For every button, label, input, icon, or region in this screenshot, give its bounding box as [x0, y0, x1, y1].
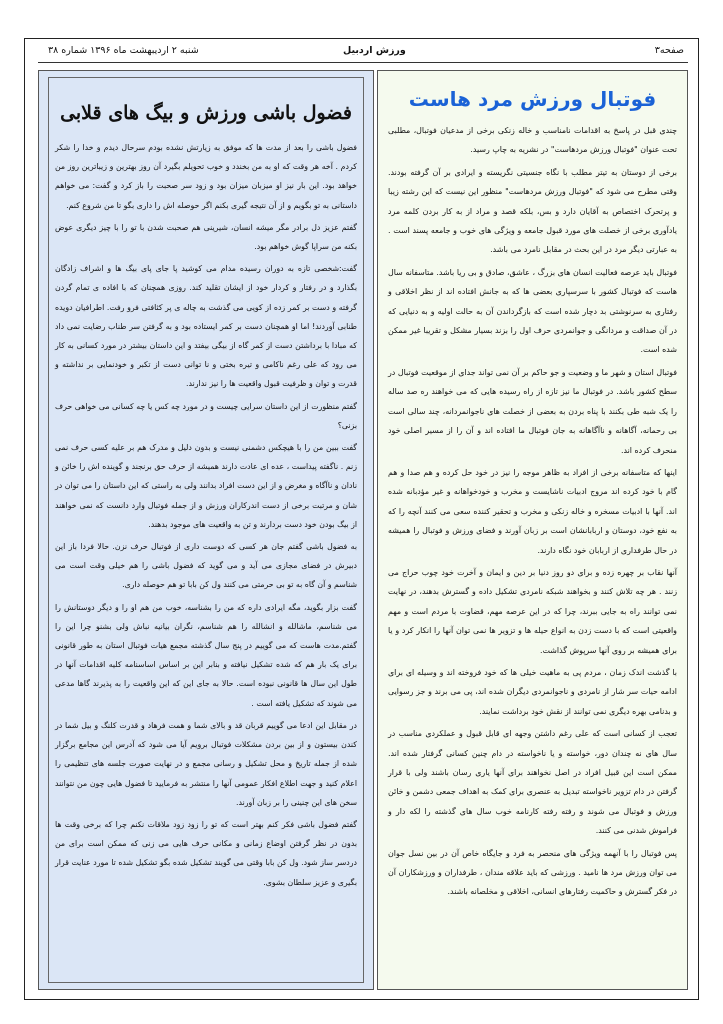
page-number: صفحه۳ — [654, 45, 684, 56]
article-paragraph: گفتم عزیز دل برادر مگر میشه انسان، شیرینی هم صحبت شدن با تو را با چیز دیگری عوض بکنه من سراپا گوش خواهم بود. — [55, 222, 357, 252]
article-paragraph: گفتم فضول باشی فکر کنم بهتر است که تو را زود زود ملاقات نکنم چرا که برخی وقت ها بدون در نظر گرفتن اوضاع زمانی و مکانی حرف هایی می زنی که ممکن است برای من دردسر ساز شود. ول کن بابا وقتی می گویند تشکیل شده بگو تشکیل شده تا مورد عنایت قرار بگیری و عزیز سلطان بشوی. — [55, 819, 357, 887]
article-paragraph: گفتم منظورت از این داستان سرایی چیست و در مورد چه کس یا چه کسانی می خواهی حرف بزنی؟ — [55, 401, 357, 430]
header-divider — [38, 62, 688, 63]
article-paragraph: در مقابل این ادعا می گوییم قربان قد و بالای شما و همت فرهاد و قدرت کلنگ و بیل شما در کندن بیستون و از بین بردن مشکلات فوتبال برویم آیا می شود که آدرس این مجامع برگزار شده از جمله تاریخ و محل تشکیل و رسانی مجمع و در نهایت صورت جلسه های تنظیمی را اعلام کنید و جهت اطلاع افکار عمومی آنها را منتشر به فرمایید تا فضول هایی چون من نتوانند سخن های این چنینی را بر زبان آورند. — [55, 720, 357, 807]
article-paragraph: پس فوتبال را با آنهمه ویژگی های منحصر به فرد و جایگاه خاص آن در بین نسل جوان می توان ورزش مرد ها نامید . ورزشی که باید علاقه مندان ، طرفداران و ورزشکاران آن در فکر گسترش و حاکمیت رفتارهای انسانی، اخلاقی و مخلصانه باشند. — [388, 848, 677, 897]
article-fozoul-body — [55, 138, 357, 892]
article-paragraph: به فضول باشی گفتم جان هر کسی که دوست داری از فوتبال حرف نزن. حالا فردا باز این دبیرش در فضای مجازی می آید و می گوید که فضول باشی را هم خیلی وقت است می شناسم و آن گاه به تو بی حرمتی می کنند ول کن بابا تو هم حوصله داری. — [55, 542, 357, 590]
article-paragraph: فوتبال باید عرصه فعالیت انسان های بزرگ ، عاشق، صادق و بی ریا باشد. متاسفانه سال هاست که فوتبال کشور با سرسپاری بعضی ها که به جانش افتاده اند از نظر اخلاقی و رفتاری به سرنوشتی بد دچار شده است که بازگرداندن آن به حالت اولیه و به دنیایی که در آن صداقت و مردانگی و جوانمردی حرف اول را بزند بسیار مشکل و تقریبا غیر ممکن شده است. — [388, 267, 677, 355]
article-paragraph: چندی قبل در پاسخ به اقدامات نامناسب و خاله زنکی برخی از مدعیان فوتبال، مطلبی تحت عنوان "فوتبال ورزش مردهاست" در نشریه به چاپ رسید. — [388, 126, 677, 155]
issue-date-number: شنبه ۲ اردیبهشت ماه ۱۳۹۶ شماره ۳۸ — [48, 45, 199, 56]
article-paragraph: اینها که متاسفانه برخی از افراد به ظاهر موجه را نیز در خود حل کرده و هم صدا و هم گام با خود کرده اند مروج ادبیات ناشایست و مخرب و خودخواهانه و غیر مؤدبانه شده اند. آنها با ادبیات مسخره و خاله زنکی و مخرب و تحقیر کننده سعی می کنند آنچه را که به نفع خود، دوستان و اربابانشان است بر زبان آورند و فضای ورزش و فوتبال را همیشه در حال طرفداری از اربابان خود نگاه دارند. — [388, 467, 677, 555]
article-paragraph: برخی از دوستان به تیتر مطلب با نگاه جنسیتی نگریسته و ایرادی بر آن گرفته بودند. وقتی مطرح می شود که "فوتبال ورزش مردهاست" منظور این نیست که این رشته زیبا و پرتحرک اختصاص به آقایان دارد و بس، بلکه قصد و مراد از به کار بردن کلمه مرد یادآوری برخی از خصلت های مورد قبول جامعه و ویژگی های خوب و جامعه پسند است . به عبارتی دیگر مرد در این بحث در مقابل نامرد می باشد. — [388, 167, 677, 255]
article-paragraph: گفت ببین من را با هیچکس دشمنی نیست و بدون دلیل و مدرک هم بر علیه کسی حرف نمی زنم . ناگفته پیداست ، عده ای عادت دارند همیشه از حرف حق برنجند و گوینده اش را خائن و نادان و ناآگاه و مغرض و از این دست افراد بدانند ولی به راستی که این داستان را می توان در شان و مرتبت برخی از دست اندرکاران ورزش و از جمله فوتبال وارد دانست که نمی خواهند از بیگ بودن خود دست بردارند و تن به واقعیت های موجود بدهند. — [55, 443, 357, 529]
article-paragraph: فوتبال استان و شهر ما و وضعیت و جو حاکم بر آن نمی تواند جدای از موقعیت فوتبال در سطح کشور باشد. در فوتبال ما نیز تازه از راه رسیده هایی که می خواهند ره صد ساله را یک شبه طی بکنند با پناه بردن به بعضی از خصلت های ناجوانمردانه، چند سالی است بی رحمانه، آگاهانه و ناآگاهانه به جان فوتبال ما افتاده اند و آن را از مسیر اصلی خود منحرف کرده اند. — [388, 367, 677, 455]
article-paragraph: تعجب از کسانی است که علی رغم داشتن وجهه ای قابل قبول و عملکردی مناسب در سال های نه چندان دور، خواسته و یا ناخواسته در دام چنین کسانی گرفتار شده اند. ممکن است این قبیل افراد در اصل نخواهند برای آنها یاری رسان باشند ولی با قرار گرفتن در دام تزویر ناخواسته تبدیل به عنصری برای کمک به اهداف جمعی دشمن و خائن ورزش و فوتبال می شوند و رفته رفته کارنامه خوب سال های گذشته را لکه دار و فراموش شدنی می کنند. — [388, 729, 677, 836]
article-paragraph: گفت بزار بگوید، مگه ایرادی داره که من را بشناسه، خوب من هم او را و دیگر دوستانش را می شناسم، ماشالله و انشالله را هم شناسم، نگران بیانیه نباش ولی بشنو چرا این را گفتم.مدت هاست که می گوییم در پنج سال گذشته مجمع هیات فوتبال استان به طور قانونی برای یک بار هم که شده تشکیل نیافته و بنابر این بر اساس اساسنامه کلیه اقدامات آنها در طول این سال ها قانونی نبوده است. حالا به جای این که این واقعیت را به پذیرند گاها مدعی می شوند که تشکیل یافته است . — [55, 602, 357, 708]
article-football-title: فوتبال ورزش مرد هاست — [408, 87, 657, 111]
article-paragraph: با گذشت اندک زمان ، مردم پی به ماهیت خیلی ها که خود فروخته اند و وسیله ای برای ادامه حیات سر شار از نامردی و ناجوانمردی دیگران شده اند، پی می برند و جز رسوایی و بدنامی بهره دیگری نمی توانند از نقش خود برداشت نمایند. — [388, 667, 677, 716]
article-paragraph: فضول باشی را بعد از مدت ها که موفق به زیارتش نشده بودم سرحال دیدم و خدا را شکر کردم . آخه هر وقت که او به من بخندد و خوب تحویلم بگیرد آن روز بهترین و زیباترین روز من خواهد بود. این بار نیز او میزبان میزان بود و زود سر صحبت را باز کرد و گفت: می خواهم داستانی به تو بگویم و از آن نتیجه گیری بکنم اگر حوصله اش را داری بگو تا من شروع کنم. — [55, 143, 357, 210]
article-fozoul-title: فضول باشی ورزش و بیگ های قلابی — [60, 102, 352, 124]
article-paragraph: آنها نقاب بر چهره زده و برای دو روز دنیا بر دین و ایمان و آخرت خود چوب حراج می زنند . هر چه تلاش کنند و بخواهند شبکه نامردی تشکیل داده و گسترش بدهند، در نهایت نمی توانند راه به جایی ببرند، چرا که در این عرصه مهم، قضاوت با مردم است و مهم واقعیتی است که با دست زدن به انواع حیله ها و تزویر ها نمی توان آنها را انکار کرد و یا برای همیشه بر روی آنها سرپوش گذاشت. — [388, 567, 677, 655]
article-football-column — [377, 70, 688, 990]
publication-name: ورزش اردبیل — [343, 45, 406, 56]
page-header — [38, 40, 688, 62]
article-football-body — [388, 121, 677, 902]
article-paragraph: گفت:شخصی تازه به دوران رسیده مدام می کوشید پا جای پای بیگ ها و اشراف زادگان بگذارد و در رفتار و کردار خود از ایشان تقلید کند. روزی همچنان که با افاده ی تمام گردن گرفته و دست بر کمر زده از کویی می گذشت به چاله ی پر کثافتی فرو رفت. اطرافیان دویده طنابی آوردند! اما او همچنان دست بر کمر ایستاده بود و به گرفتن سر طناب رضایت نمی داد که مبادا با برداشتن دست از کمر گاه از بیگی بیفتد و این داستان بیشتر در مورد کسانی به کار می رود که علی رغم ناکامی و تیره بختی و نا توانی دست از تکبر و خودنمایی بر نداشته و قدرت و توان و ظرفیت قبول واقعیت ها را نیز ندارند. — [55, 264, 357, 389]
article-fozoul-inner-frame — [48, 77, 364, 983]
article-fozoul-column — [38, 70, 374, 990]
